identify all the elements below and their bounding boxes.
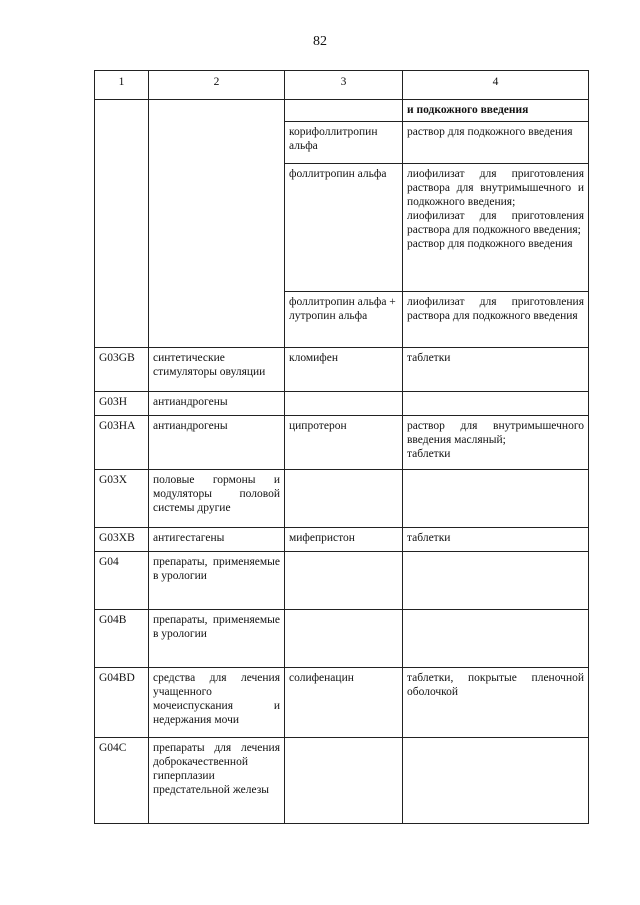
drug-cell	[285, 470, 403, 528]
group-cell: антигестагены	[149, 528, 285, 552]
header-cell-3: 3	[285, 71, 403, 100]
form-cell	[403, 292, 589, 348]
drug-cell: фоллитропин альфа + лутропин альфа	[285, 292, 403, 348]
form-line: раствор для подкожного введения	[407, 238, 573, 250]
form-line: лиофилизат для приготовления раствора для подкожного введения;	[407, 210, 584, 236]
drug-cell	[285, 100, 403, 122]
form-line: таблетки	[407, 448, 451, 460]
header-cell-4: 4	[403, 71, 589, 100]
group-cell: препараты, применяемые в урологии	[149, 552, 285, 610]
form-cell	[403, 122, 589, 164]
form-cell	[403, 348, 589, 392]
header-cell-1: 1	[95, 71, 149, 100]
code-cell: G04BD	[95, 668, 149, 738]
form-cell	[403, 100, 589, 122]
drug-cell: мифепристон	[285, 528, 403, 552]
code-cell: G04C	[95, 738, 149, 824]
group-cell: антиандрогены	[149, 392, 285, 416]
table-row	[95, 668, 589, 738]
form-line: и подкожного введения	[407, 104, 529, 116]
form-line: таблетки	[407, 352, 451, 364]
form-line: таблетки	[407, 532, 451, 544]
table-row	[95, 470, 589, 528]
table-row	[95, 348, 589, 392]
table-row	[95, 738, 589, 824]
page-number: 82	[313, 34, 327, 49]
form-cell	[403, 470, 589, 528]
form-cell	[403, 610, 589, 668]
drug-cell: корифоллитропин альфа	[285, 122, 403, 164]
form-cell	[403, 552, 589, 610]
code-cell: G04B	[95, 610, 149, 668]
code-cell: G03XB	[95, 528, 149, 552]
group-cell: препараты, применяемые в урологии	[149, 610, 285, 668]
drug-cell: кломифен	[285, 348, 403, 392]
form-cell	[403, 528, 589, 552]
code-cell: G03GB	[95, 348, 149, 392]
form-cell	[403, 738, 589, 824]
code-cell	[95, 100, 149, 348]
drug-cell	[285, 738, 403, 824]
form-line: таблетки, покрытые пленочной оболочкой	[407, 672, 584, 698]
drug-cell: ципротерон	[285, 416, 403, 470]
code-cell: G03H	[95, 392, 149, 416]
group-cell: антиандрогены	[149, 416, 285, 470]
table-row	[95, 392, 589, 416]
header-cell-2: 2	[149, 71, 285, 100]
form-cell	[403, 416, 589, 470]
drug-cell	[285, 392, 403, 416]
drug-cell: солифенацин	[285, 668, 403, 738]
header-row	[95, 71, 589, 100]
form-line: раствор для внутримышечного введения масляный;	[407, 420, 584, 446]
form-cell	[403, 164, 589, 292]
drug-table	[94, 70, 589, 824]
table-row	[95, 416, 589, 470]
group-cell: препараты для лечения доброкачественной гиперплазии предстательной железы	[149, 738, 285, 824]
drug-cell	[285, 552, 403, 610]
table-row	[95, 528, 589, 552]
table-row	[95, 100, 589, 122]
group-cell	[149, 100, 285, 348]
table-row	[95, 610, 589, 668]
form-line: лиофилизат для приготовления раствора для подкожного введения	[407, 296, 584, 322]
drug-cell: фоллитропин альфа	[285, 164, 403, 292]
form-line: лиофилизат для приготовления раствора для внутримышечного и подкожного введения;	[407, 168, 584, 208]
form-cell	[403, 392, 589, 416]
group-cell: половые гормоны и модуляторы половой системы другие	[149, 470, 285, 528]
code-cell: G04	[95, 552, 149, 610]
code-cell: G03HA	[95, 416, 149, 470]
group-cell: средства для лечения учащенного мочеиспускания и недержания мочи	[149, 668, 285, 738]
form-line: раствор для подкожного введения	[407, 126, 573, 138]
code-cell: G03X	[95, 470, 149, 528]
drug-cell	[285, 610, 403, 668]
form-cell	[403, 668, 589, 738]
group-cell: синтетические стимуляторы овуляции	[149, 348, 285, 392]
table-row	[95, 552, 589, 610]
